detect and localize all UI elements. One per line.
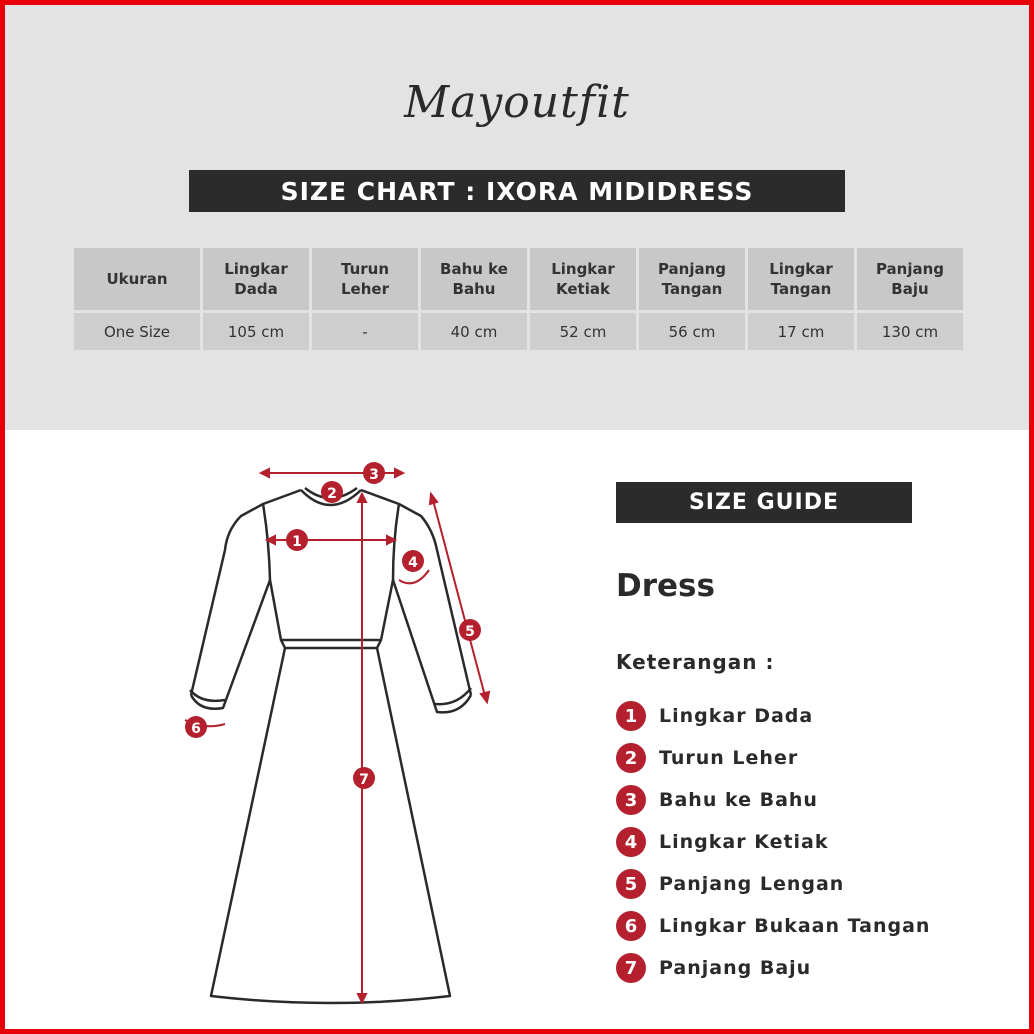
table-header-cell: Lingkar Dada — [203, 248, 309, 310]
legend-item — [616, 737, 930, 779]
legend-item — [616, 947, 930, 989]
table-cell: 17 cm — [748, 313, 854, 350]
legend-item — [616, 905, 930, 947]
badge-2-label: 2 — [327, 486, 337, 502]
table-header-cell: Ukuran — [74, 248, 200, 310]
size-chart-title: SIZE CHART : IXORA MIDIDRESS — [189, 170, 845, 212]
table-cell: 56 cm — [639, 313, 745, 350]
table-cell: One Size — [74, 313, 200, 350]
legend-label: Bahu ke Bahu — [659, 789, 818, 811]
legend-number-badge: 1 — [616, 701, 646, 731]
badge-6-label: 6 — [191, 721, 201, 737]
table-header-row — [74, 248, 963, 310]
table-header-cell: Panjang Baju — [857, 248, 963, 310]
measurement-lines — [185, 469, 489, 1002]
badge-1-label: 1 — [292, 534, 302, 550]
badge-5 — [459, 619, 481, 641]
table-header-cell: Lingkar Tangan — [748, 248, 854, 310]
badge-7 — [353, 767, 375, 789]
badge-7-label: 7 — [359, 772, 369, 788]
badge-3 — [363, 462, 385, 484]
badge-4-label: 4 — [408, 555, 418, 571]
badge-2 — [321, 481, 343, 503]
brand-logo: Mayoutfit — [404, 77, 630, 128]
size-chart-section — [5, 5, 1029, 430]
table-cell: 105 cm — [203, 313, 309, 350]
size-guide-title: SIZE GUIDE — [616, 482, 912, 523]
legend-label: Lingkar Bukaan Tangan — [659, 915, 931, 937]
legend-item — [616, 695, 930, 737]
table-cell: 52 cm — [530, 313, 636, 350]
legend-item — [616, 863, 930, 905]
table-header-cell: Bahu ke Bahu — [421, 248, 527, 310]
badge-5-label: 5 — [465, 624, 475, 640]
legend-item — [616, 779, 930, 821]
legend-label: Panjang Lengan — [659, 873, 845, 895]
legend-label: Turun Leher — [659, 747, 799, 769]
legend-label: Lingkar Ketiak — [659, 831, 829, 853]
table-header-cell: Panjang Tangan — [639, 248, 745, 310]
table-cell: 130 cm — [857, 313, 963, 350]
badge-4 — [402, 550, 424, 572]
legend-number-badge: 4 — [616, 827, 646, 857]
legend-number-badge: 5 — [616, 869, 646, 899]
badge-3-label: 3 — [369, 467, 379, 483]
legend-list — [616, 695, 930, 989]
table-row — [74, 313, 963, 350]
legend-number-badge: 7 — [616, 953, 646, 983]
badge-1 — [286, 529, 308, 551]
size-table — [71, 245, 966, 353]
legend-label: Panjang Baju — [659, 957, 812, 979]
table-header-cell: Turun Leher — [312, 248, 418, 310]
dress-outline — [190, 488, 471, 1003]
legend-number-badge: 2 — [616, 743, 646, 773]
legend-item — [616, 821, 930, 863]
legend-number-badge: 3 — [616, 785, 646, 815]
table-cell: 40 cm — [421, 313, 527, 350]
legend-number-badge: 6 — [616, 911, 646, 941]
legend-label: Lingkar Dada — [659, 705, 814, 727]
legend-heading: Keterangan : — [616, 650, 775, 674]
garment-title: Dress — [616, 568, 715, 604]
dress-diagram — [5, 430, 605, 1030]
table-cell: - — [312, 313, 418, 350]
badge-6 — [185, 716, 207, 738]
table-header-cell: Lingkar Ketiak — [530, 248, 636, 310]
